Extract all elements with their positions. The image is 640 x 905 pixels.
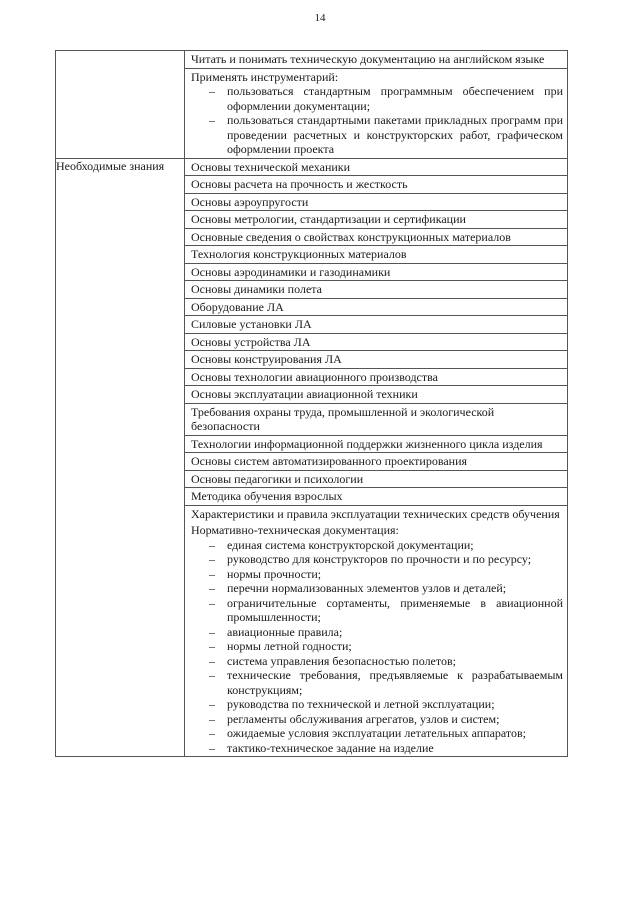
normative-list [191, 538, 563, 756]
knowledge-item: Основы технической механики [185, 159, 567, 177]
knowledge-item: Основы эксплуатации авиационной техники [185, 386, 567, 404]
normative-item: – руководства по технической и летной эксплуатации; [191, 697, 563, 712]
normative-item: – регламенты обслуживания агрегатов, узлов и систем; [191, 712, 563, 727]
competency-table [55, 50, 568, 757]
knowledge-item: Методика обучения взрослых [185, 488, 567, 506]
normative-item: – перечни нормализованных элементов узлов и деталей; [191, 581, 563, 596]
knowledge-item: Технология конструкционных материалов [185, 246, 567, 264]
knowledge-item: Технологии информационной поддержки жизненного цикла изделия [185, 436, 567, 454]
knowledge-row [56, 158, 568, 757]
knowledge-item: Основы метрологии, стандартизации и сертификации [185, 211, 567, 229]
normative-item: – нормы прочности; [191, 567, 563, 582]
normative-item: – ожидаемые условия эксплуатации летательных аппаратов; [191, 726, 563, 741]
normative-item: – руководство для конструкторов по прочности и по ресурсу; [191, 552, 563, 567]
skill-tools [185, 69, 567, 158]
skills-label-cell [56, 51, 185, 159]
tools-intro: Применять инструментарий: [191, 69, 339, 84]
knowledge-item: Основы расчета на прочность и жесткость [185, 176, 567, 194]
normative-item: – ограничительные сортаменты, применяемые в авиационной промышленности; [191, 596, 563, 625]
tools-list [191, 84, 563, 157]
knowledge-item: Основы аэроупругости [185, 194, 567, 212]
knowledge-item: Основы систем автоматизированного проектирования [185, 453, 567, 471]
tool-item: – пользоваться стандартными пакетами прикладных программ при проведении расчетных и конструкторских работ, графическом оформлении проекта [191, 113, 563, 157]
knowledge-item: Требования охраны труда, промышленной и экологической безопасности [185, 404, 567, 436]
skill-english-docs: Читать и понимать техническую документацию на английском языке [185, 51, 567, 69]
normative-item: – авиационные правила; [191, 625, 563, 640]
knowledge-label: Необходимые знания [56, 158, 185, 757]
knowledge-content-cell [185, 158, 568, 757]
skills-content-cell [185, 51, 568, 159]
skills-row [56, 51, 568, 159]
knowledge-item: Основы динамики полета [185, 281, 567, 299]
knowledge-item: Основы технологии авиационного производства [185, 369, 567, 387]
normative-item: – тактико-техническое задание на изделие [191, 741, 563, 756]
knowledge-item: Основы аэродинамики и газодинамики [185, 264, 567, 282]
knowledge-item: Основы педагогики и психологии [185, 471, 567, 489]
page-number: 14 [314, 12, 326, 24]
normative-item: – технические требования, предъявляемые к разрабатываемым конструкциям; [191, 668, 563, 697]
normative-item: – нормы летной годности; [191, 639, 563, 654]
knowledge-item: Основы конструирования ЛА [185, 351, 567, 369]
knowledge-item: Оборудование ЛА [185, 299, 567, 317]
tool-item: – пользоваться стандартным программным обеспечением при оформлении документации; [191, 84, 563, 113]
normative-intro: Нормативно-техническая документация: [191, 523, 399, 537]
normative-item: – система управления безопасностью полетов; [191, 654, 563, 669]
knowledge-item: Основы устройства ЛА [185, 334, 567, 352]
normative-docs [185, 522, 567, 756]
knowledge-item: Характеристики и правила эксплуатации технических средств обучения [191, 506, 560, 521]
knowledge-item: Силовые установки ЛА [185, 316, 567, 334]
knowledge-item: Основные сведения о свойствах конструкционных материалов [185, 229, 567, 247]
normative-item: – единая система конструкторской документации; [191, 538, 563, 553]
